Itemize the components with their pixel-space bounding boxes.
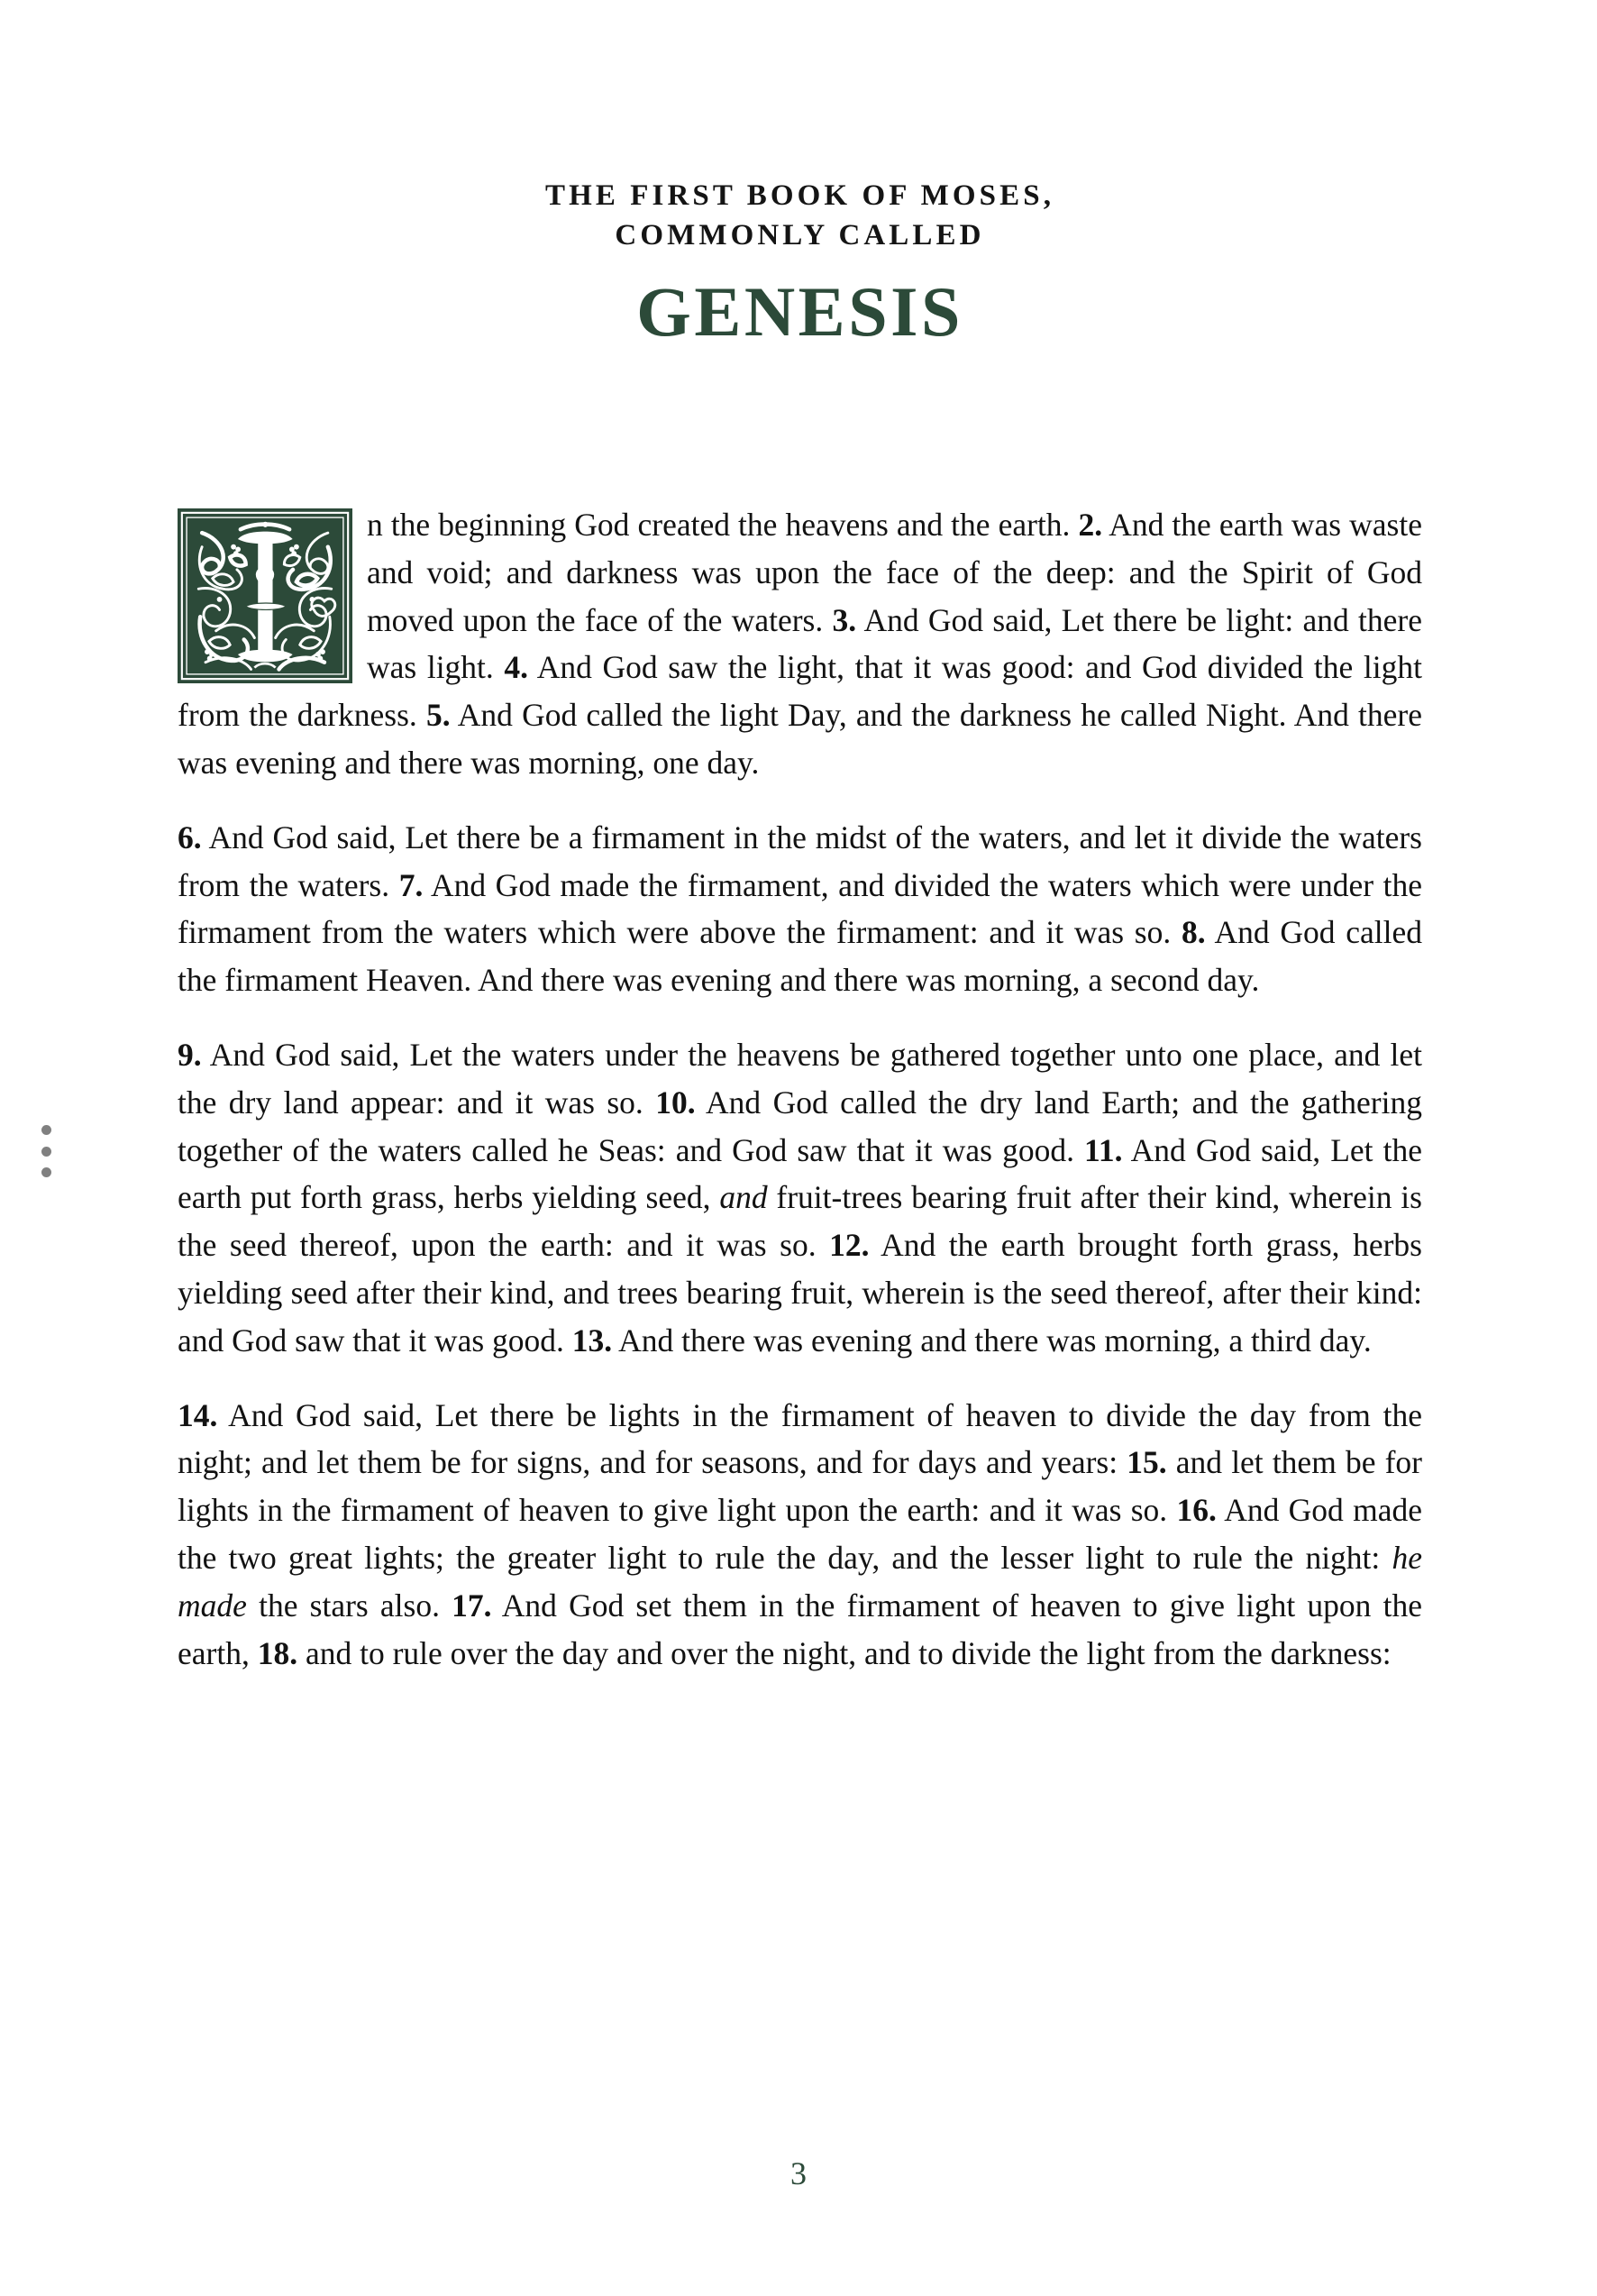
book-superscript-line-2: COMMONLY CALLED [615, 218, 985, 252]
italic-phrase: and [719, 1179, 768, 1216]
verse-text: And God said, Let the waters under the heavens be gathered together unto one place, and let the dry land appear: and it was so. [178, 1036, 1422, 1121]
verse-text: and let them be for lights in the firmament of heaven to give light upon the earth: and it was so. [178, 1444, 1422, 1529]
verse-number: 4. [504, 649, 529, 686]
italic-phrase: he made [178, 1539, 1422, 1624]
verse-number: 11. [1084, 1131, 1123, 1168]
verse-text: And God said, Let there be a firmament in the midst of the waters, and let it divide the waters from the waters. [178, 819, 1422, 903]
verse-number: 13. [571, 1322, 613, 1358]
verse-number: 12. [829, 1227, 870, 1264]
verse-text: And the earth brought forth grass, herbs yielding seed after their kind, and trees bearing fruit, wherein is the seed thereof, after their kind: and God saw that it was good. [178, 1227, 1422, 1358]
verse-number: 3. [832, 601, 857, 638]
verse-number: 8. [1182, 914, 1206, 951]
verse-text: And God said, Let there be lights in the firmament of heaven to divide the day from the night; and let them be for signs, and for seasons, and for days and years: [178, 1396, 1422, 1481]
vertical-dots-icon[interactable] [40, 1125, 52, 1177]
verse-text: And God called the dry land Earth; and the gathering together of the waters called he Seas: and God saw that it was good. [178, 1084, 1422, 1168]
verse-text: And God called the light Day, and the darkness he called Night. And there was evening and there was morning, one day. [178, 697, 1422, 781]
verse-number: 7. [398, 866, 424, 903]
verse-paragraph [178, 501, 1422, 787]
verse-number: 17. [452, 1587, 492, 1624]
verse-number: 10. [655, 1084, 696, 1121]
verse-text: n the beginning God created the heavens and the earth. [367, 507, 1079, 543]
verse-text: And God said, Let there be light: and there was light. [367, 601, 1422, 686]
verse-text: And there was evening and there was morning, a third day. [612, 1322, 1372, 1358]
verse-text: And the earth was waste and void; and darkness was upon the face of the deep: and the Spirit of God moved upon the face of the waters. [367, 507, 1422, 638]
verse-paragraph [178, 1392, 1422, 1678]
verse-text: and to rule over the day and over the night, and to divide the light from the darkness: [297, 1634, 1392, 1671]
verse-number: 5. [425, 697, 451, 734]
dot-1 [41, 1125, 51, 1135]
page-title: GENESIS [636, 271, 963, 351]
verse-text: And God set them in the firmament of heaven to give light upon the earth, [178, 1587, 1422, 1671]
drop-cap-illuminated-i [178, 508, 352, 683]
verse-number: 6. [178, 819, 202, 855]
verse-number: 9. [178, 1036, 202, 1073]
verse-text: the stars also. [246, 1587, 452, 1624]
dot-2 [41, 1147, 51, 1157]
text-column [178, 501, 1422, 1677]
verse-number: 14. [178, 1396, 218, 1433]
verse-text: And God made the two great lights; the greater light to rule the day, and the lesser light to rule the night: [178, 1492, 1422, 1576]
verse-text: And God called the firmament Heaven. And there was evening and there was morning, a second day. [178, 914, 1422, 999]
illuminated-initial-artwork [178, 508, 352, 683]
verse-text: And God saw the light, that it was good: and God divided the light from the darkness. [178, 649, 1422, 734]
verse-text: And God said, Let the earth put forth grass, herbs yielding seed, [178, 1131, 1422, 1216]
verse-paragraph [178, 814, 1422, 1004]
verse-paragraph [178, 1031, 1422, 1365]
verse-text: And God made the firmament, and divided the waters which were under the firmament from the waters which were above the firmament: and it was so. [178, 866, 1422, 951]
verse-number: 16. [1176, 1492, 1217, 1529]
verse-number: 15. [1127, 1444, 1167, 1481]
page-number: 3 [790, 2155, 807, 2191]
dot-3 [41, 1167, 51, 1177]
book-heading [178, 177, 1422, 351]
verse-number: 2. [1078, 507, 1103, 543]
book-superscript-line-1: THE FIRST BOOK OF MOSES, [544, 179, 1055, 212]
verse-text: fruit-trees bearing fruit after their kind, wherein is the seed thereof, upon the earth: and it was so. [178, 1179, 1422, 1264]
verse-number: 18. [257, 1634, 298, 1671]
